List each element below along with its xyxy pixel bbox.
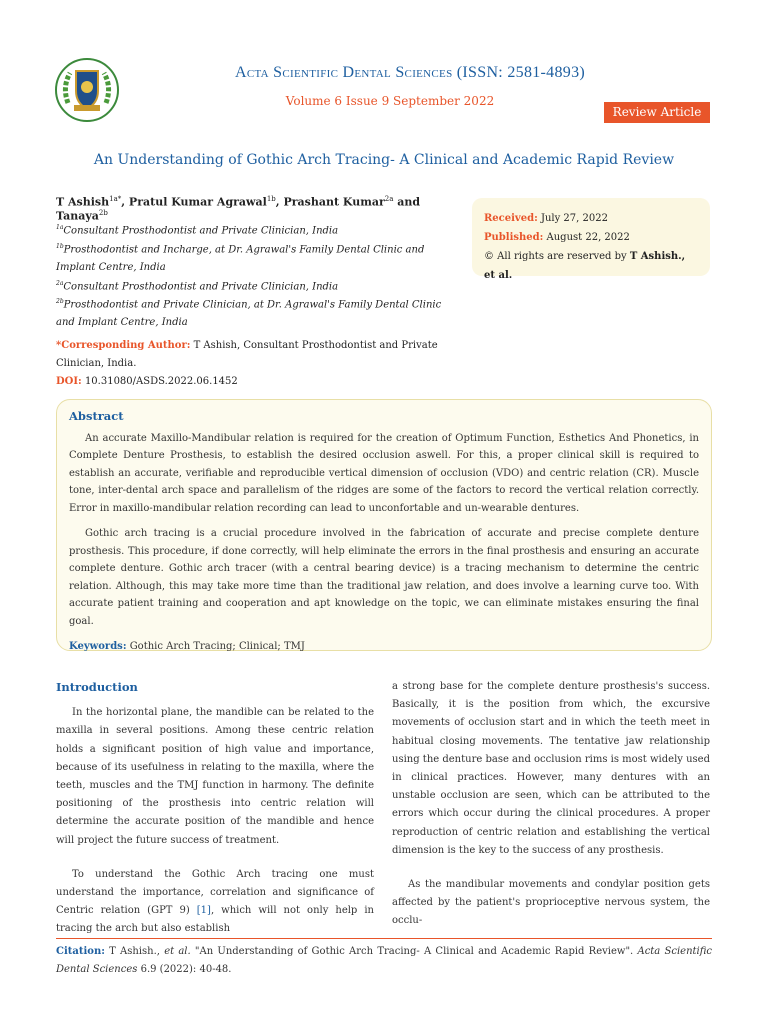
keywords-label: Keywords: bbox=[69, 641, 127, 652]
received-date: July 27, 2022 bbox=[537, 213, 608, 224]
author-sup: 2b bbox=[98, 208, 108, 217]
author-name: Pratul Kumar Agrawal bbox=[128, 195, 267, 209]
reference-link[interactable]: [1] bbox=[196, 905, 211, 917]
issue-info: Volume 6 Issue 9 September 2022 bbox=[285, 94, 495, 108]
body-column-left bbox=[56, 678, 374, 955]
corresponding-text: T Ashish, Consultant Prosthodontist and Private Clinician, India. bbox=[56, 340, 438, 369]
affiliation-text: Prosthodontist and Incharge, at Dr. Agrawal's Family Dental Clinic and Implant Centre, India bbox=[56, 244, 425, 274]
author-name: Tanaya bbox=[56, 209, 99, 223]
body-paragraph bbox=[56, 866, 374, 939]
journal-title: Acta Scientific Dental Sciences (ISSN: 2581-4893) bbox=[235, 64, 585, 81]
article-type-badge: Review Article bbox=[604, 102, 710, 123]
laurel-shield-icon bbox=[54, 57, 120, 123]
author-name: Prashant Kumar bbox=[283, 195, 385, 209]
rights-text: © All rights are reserved by bbox=[484, 251, 630, 262]
dates-panel bbox=[472, 198, 710, 281]
author-separator: , bbox=[121, 195, 129, 209]
affiliation-text: Consultant Prosthodontist and Private Clinician, India bbox=[63, 225, 339, 237]
author-sup: 2a bbox=[384, 195, 394, 203]
footer-divider bbox=[56, 938, 712, 939]
body-column-right bbox=[392, 678, 710, 947]
author-sup: 1a* bbox=[109, 195, 122, 203]
rights-row bbox=[484, 247, 698, 285]
citation-author: T Ashish., bbox=[104, 946, 165, 957]
affiliation-sup: 2b bbox=[56, 298, 64, 305]
citation-title: "An Understanding of Gothic Arch Tracing- A Clinical and Academic Rapid Review". bbox=[190, 946, 638, 957]
journal-logo bbox=[54, 57, 120, 123]
citation-ref: 6.9 (2022): 40-48. bbox=[137, 964, 232, 975]
keywords bbox=[69, 638, 699, 656]
affiliation-text: Prosthodontist and Private Clinician, at Dr. Agrawal's Family Dental Clinic and Implant Centre, India bbox=[56, 299, 442, 329]
abstract-panel bbox=[56, 399, 712, 651]
corresponding-label: *Corresponding Author: bbox=[56, 340, 191, 351]
article-title: An Understanding of Gothic Arch Tracing- A Clinical and Academic Rapid Review bbox=[93, 152, 675, 168]
abstract-paragraph: An accurate Maxillo-Mandibular relation is required for the creation of Optimum Function, Esthetics And Phonetics, in Complete Denture Prosthesis, to establish the desired occlusion aswell. For this, a proper clinical skill is required to establish an accurate, verifiable and reproducible vertical dimension of occlusion (VDO) and centric relation (CR). Muscle tone, inter-dental arch space and parallelism of the ridges are some of the factors to record the vertical relation correctly. Error in maxillo-mandibular relation recording can lead to unconfortable and un-wearable dentures. bbox=[69, 432, 699, 514]
affiliation-sup: 1a bbox=[56, 224, 64, 231]
published-row bbox=[484, 228, 698, 247]
author-separator: , bbox=[275, 195, 284, 209]
doi bbox=[56, 376, 238, 387]
body-paragraph: As the mandibular movements and condylar position gets affected by the patient's proprioceptive nervous system, the occlu- bbox=[392, 879, 710, 927]
received-row bbox=[484, 209, 698, 228]
abstract-paragraph: Gothic arch tracing is a crucial procedure involved in the fabrication of accurate and precise complete denture prosthesis. This procedure, if done correctly, will help eliminate the errors in the final prosthesis and ensuring an accurate complete denture. Gothic arch tracer (with a central bearing device) is a tracing mechanism to determine the centric relation. Although, this may take more time than the traditional jaw relation, and does involve a learning curve too. With accurate patient training and cooperation and apt knowledge on the topic, we can eliminate mistakes ensuring the final goal. bbox=[69, 528, 699, 627]
citation-etal: et al. bbox=[164, 946, 191, 957]
doi-value[interactable]: 10.31080/ASDS.2022.06.1452 bbox=[81, 376, 238, 387]
author-separator: and bbox=[393, 195, 421, 209]
body-paragraph: In the horizontal plane, the mandible can be related to the maxilla in several positions. Among these centric relation holds a significant position of high value and importance, because of its usefulness in relating to the maxilla, where the teeth, muscles and the TMJ function in harmony. The definite positioning of the prosthesis into centric relation will determine the accurate position of the mandible and hence will project the future success of treatment. bbox=[56, 707, 374, 846]
section-heading: Introduction bbox=[56, 680, 138, 694]
citation-journal: Acta Scientific Dental Sciences bbox=[56, 946, 712, 975]
body-text: , which will not only help in tracing the arch but also establish bbox=[56, 905, 374, 935]
corresponding-author bbox=[56, 337, 466, 373]
body-text: To understand the Gothic Arch tracing one must understand the importance, correlation and significance of Centric relation (GPT 9) bbox=[56, 868, 374, 917]
abstract-heading: Abstract bbox=[69, 409, 124, 423]
published-date: August 22, 2022 bbox=[543, 232, 630, 243]
author-sup: 1b bbox=[266, 195, 276, 203]
body-paragraph: a strong base for the complete denture prosthesis's success. Basically, it is the position from which, the excursive movements of occlusion start and in which the teeth meet in habitual closing movements. The tentative jaw relationship using the denture base and occlusion rims is most widely used in clinical practices. However, many dentures with an unstable occlusion are seen, which can be attributed to the errors which occur during the clinical procedures. A proper reproduction of centric relation and establishing the vertical dimension is the key to the success of any prosthesis. bbox=[392, 681, 710, 856]
received-label: Received: bbox=[484, 213, 538, 224]
citation-label: Citation: bbox=[56, 946, 105, 957]
keywords-text: Gothic Arch Tracing; Clinical; TMJ bbox=[126, 641, 305, 652]
author-name: T Ashish bbox=[56, 195, 110, 209]
affiliation-sup: 2a bbox=[56, 280, 64, 287]
published-label: Published: bbox=[484, 232, 544, 243]
rights-author: T Ashish., et al. bbox=[484, 251, 686, 281]
affiliation bbox=[56, 293, 456, 332]
doi-label: DOI: bbox=[56, 376, 82, 387]
affiliation-sup: 1b bbox=[56, 243, 64, 250]
affiliation bbox=[56, 238, 456, 277]
citation bbox=[56, 943, 712, 979]
affiliation-text: Consultant Prosthodontist and Private Clinician, India bbox=[63, 281, 339, 293]
